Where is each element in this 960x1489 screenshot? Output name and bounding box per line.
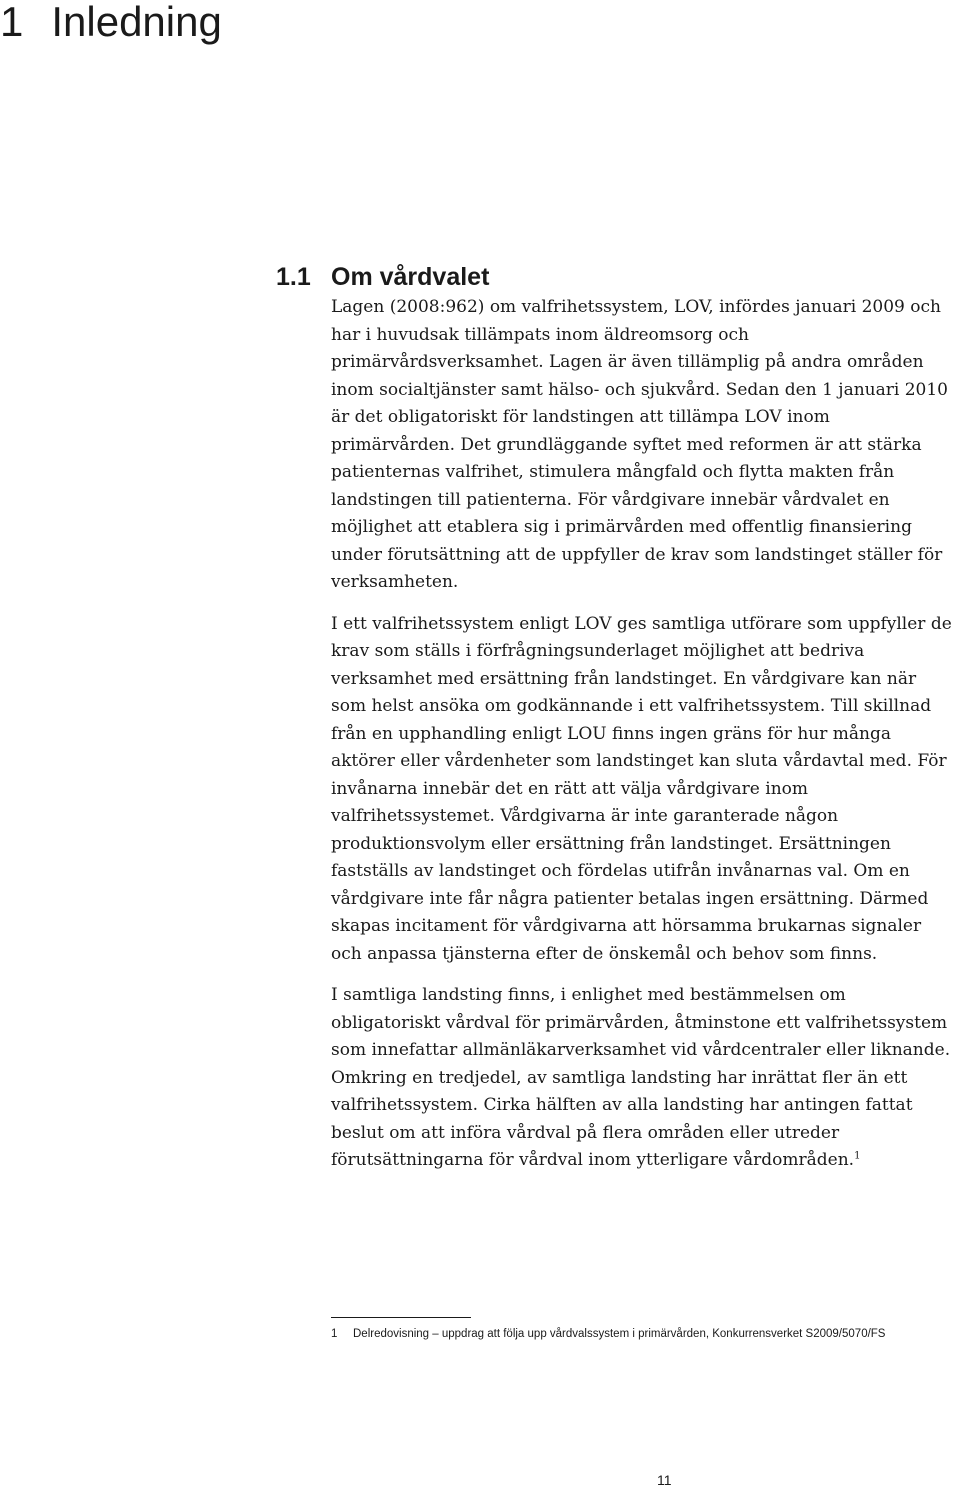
section-heading (276, 262, 489, 292)
body-text (331, 294, 956, 1189)
footnote-divider (331, 1317, 471, 1318)
footnote-text: Delredovisning – uppdrag att följa upp vårdvalssystem i primärvården, Konkurrensverket S2009/5070/FS (353, 1328, 886, 1340)
page-number: 11 (657, 1472, 672, 1488)
paragraph-3 (331, 982, 956, 1175)
footnote-number: 1 (331, 1328, 338, 1340)
footnote-reference[interactable]: 1 (854, 1150, 861, 1162)
paragraph-1: Lagen (2008:962) om valfrihetssystem, LOV, infördes januari 2009 och har i huvudsak tillämpats inom äldreomsorg och primärvårdsverksamhet. Lagen är även tillämplig på andra områden inom socialtjänster samt hälso- och sjukvård. Sedan den 1 januari 2010 är det obligatoriskt för landstingen att tillämpa LOV inom primärvården. Det grundläggande syftet med reformen är att stärka patienternas valfrihet, stimulera mångfald och flytta makten från landstingen till patienterna. För vårdgivare innebär vårdvalet en möjlighet att etablera sig i primärvården med offentlig finansiering under förutsättning att de uppfyller de krav som landstinget ställer för verksamheten. (331, 297, 948, 592)
chapter-heading (0, 0, 222, 44)
section-title: Om vårdvalet (331, 263, 490, 291)
chapter-title: Inledning (51, 0, 222, 45)
section-number: 1.1 (276, 263, 311, 291)
chapter-number: 1 (0, 0, 24, 45)
paragraph-3-text: I samtliga landsting finns, i enlighet med bestämmelsen om obligatoriskt vårdval för primärvården, åtminstone ett valfrihetssystem som innefattar allmänläkarverksamhet vid vårdcentraler eller liknande. Omkring en tredjedel, av samtliga landsting har inrättat fler än ett valfrihetssystem. Cirka hälften av alla landsting har antingen fattat beslut om att införa vårdval på flera områden eller utreder förutsättningarna för vårdval inom ytterligare vårdområden. (331, 985, 951, 1170)
paragraph-2: I ett valfrihetssystem enligt LOV ges samtliga utförare som uppfyller de krav som ställs i förfrågningsunderlaget möjlighet att bedriva verksamhet med ersättning från landstinget. En vårdgivare kan när som helst ansöka om godkännande i ett valfrihetssystem. Till skillnad från en upphandling enligt LOU finns ingen gräns för hur många aktörer eller vårdenheter som landstinget kan sluta vårdavtal med. För invånarna innebär det en rätt att välja vårdgivare inom valfrihetssystemet. Vårdgivarna är inte garanterade någon produktionsvolym eller ersättning från landstinget. Ersättningen fastställs av landstinget och fördelas utifrån invånarnas val. Om en vårdgivare inte får några patienter betalas ingen ersättning. Därmed skapas incitament för vårdgivarna att hörsamma brukarnas signaler och anpassa tjänsterna efter de önskemål och behov som finns. (331, 613, 952, 964)
footnote (331, 1327, 885, 1341)
